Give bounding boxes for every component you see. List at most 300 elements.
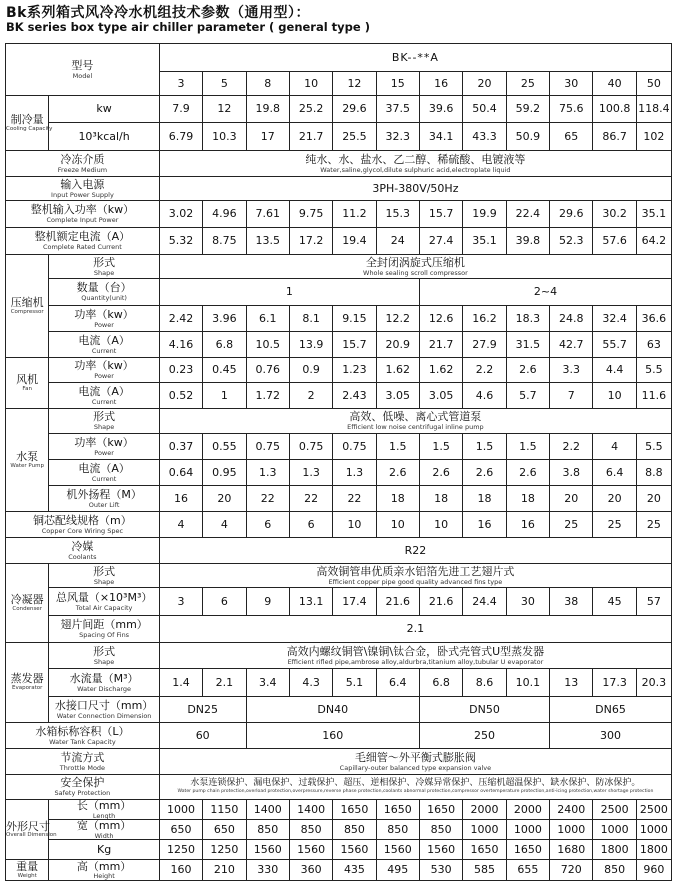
kg-label-text: Kg xyxy=(96,842,112,856)
value-cell-text: 35.1 xyxy=(641,207,667,221)
value-cell-text: 850 xyxy=(604,863,626,877)
value-cell-text: 22.4 xyxy=(515,207,541,221)
value-cell-text: 650 xyxy=(170,822,192,836)
value-cell-text: 1 xyxy=(220,388,228,402)
value-cell-text: 1650 xyxy=(470,842,499,856)
value-cell-text: 22 xyxy=(260,491,275,505)
value-cell xyxy=(333,512,376,538)
evaporator-shape-row xyxy=(6,643,672,669)
model-cell-text: 20 xyxy=(477,76,492,90)
value-cell-text: 5.5 xyxy=(645,363,663,377)
value-cell-text: 21.7 xyxy=(298,129,324,143)
value-cell-text: 55.7 xyxy=(602,337,627,351)
length-label-en: Length xyxy=(92,811,116,820)
compressor-shape-label-en: Shape xyxy=(93,268,115,277)
value-cell xyxy=(376,486,419,512)
value-cell xyxy=(159,860,202,881)
value-cell-text: 35.1 xyxy=(472,234,497,248)
value-cell-text: 17.4 xyxy=(342,594,367,608)
value-cell xyxy=(159,434,202,460)
safety-value-en: Water pump chain protection,overload protection,overpressure,reverse phase protection,coolants abnormal protection,compressor overtemperature protection,anti-icing protection,water shortage protection xyxy=(177,788,654,794)
value-cell-text: 36.6 xyxy=(641,311,667,325)
pump-shape-label xyxy=(49,409,159,434)
value-cell-text: 2.2 xyxy=(562,439,580,453)
value-cell xyxy=(550,306,593,332)
width-label xyxy=(49,820,159,840)
value-cell-text: 1.72 xyxy=(255,388,280,402)
kg-row xyxy=(6,840,672,860)
value-cell-text: 5.32 xyxy=(168,234,194,248)
value-cell xyxy=(159,588,202,616)
value-cell xyxy=(550,332,593,358)
value-cell-text: 16 xyxy=(520,517,535,531)
value-cell-text: 435 xyxy=(343,863,365,877)
condenser-fins-label xyxy=(49,616,159,643)
value-cell xyxy=(333,460,376,486)
value-cell-text: 8.6 xyxy=(475,675,494,689)
value-cell-text: 0.76 xyxy=(255,363,280,377)
value-cell xyxy=(550,201,593,228)
input-power-label xyxy=(6,177,160,201)
value-cell xyxy=(506,512,549,538)
value-cell-text: 1560 xyxy=(340,842,369,856)
value-cell xyxy=(636,486,671,512)
evaporator-conn-value xyxy=(550,697,672,723)
value-cell-text: 1000 xyxy=(470,822,499,836)
value-cell-text: 27.4 xyxy=(428,234,454,248)
value-cell-text: 13.9 xyxy=(298,337,324,351)
value-cell xyxy=(636,512,671,538)
value-cell xyxy=(246,820,289,840)
safety-label xyxy=(6,775,160,800)
value-cell xyxy=(333,486,376,512)
model-cell xyxy=(419,72,462,96)
throttle-value-text: 毛细管～外平衡式膨胀阀 xyxy=(354,750,476,764)
value-cell xyxy=(159,460,202,486)
value-cell xyxy=(636,332,671,358)
compressor-qty-row xyxy=(6,279,672,306)
value-cell-text: 39.6 xyxy=(428,102,454,116)
pump-power-label-text: 功率（kw） xyxy=(74,435,134,449)
value-cell-text: 0.75 xyxy=(342,439,367,453)
freeze-medium-label-text: 冷冻介质 xyxy=(60,152,105,166)
value-cell-text: 1.62 xyxy=(428,363,454,377)
cooling-group-text: 制冷量 xyxy=(10,112,44,126)
value-cell-text: 0.64 xyxy=(168,465,194,479)
model-header xyxy=(159,44,671,72)
copper-core-label-text: 铜芯配线规格（m） xyxy=(33,513,132,527)
value-cell xyxy=(246,96,289,123)
compressor-group-text: 压缩机 xyxy=(10,295,44,309)
value-cell-text: 10.5 xyxy=(255,337,280,351)
model-cell xyxy=(506,72,549,96)
value-cell xyxy=(246,669,289,697)
value-cell-text: 850 xyxy=(300,822,322,836)
value-cell-text: 29.6 xyxy=(558,207,584,221)
model-cell xyxy=(550,72,593,96)
kg-label xyxy=(49,840,159,860)
value-cell-text: 1400 xyxy=(297,802,326,816)
value-cell xyxy=(159,383,202,409)
pump-lift-label-text: 机外扬程（M） xyxy=(66,487,142,501)
value-cell-text: 19.8 xyxy=(255,102,280,116)
value-cell-text: 360 xyxy=(300,863,322,877)
value-cell xyxy=(333,840,376,860)
value-cell xyxy=(419,512,462,538)
value-cell xyxy=(550,460,593,486)
value-cell-text: 2000 xyxy=(513,802,542,816)
value-cell xyxy=(289,332,332,358)
value-cell-text: 3.05 xyxy=(428,388,454,402)
value-cell xyxy=(506,588,549,616)
dimension-group-text: 外形尺寸 xyxy=(6,819,50,833)
value-cell-text: 3.4 xyxy=(258,675,277,689)
value-cell-text: 13.5 xyxy=(255,234,280,248)
safety-value-text: 水泵连锁保护、漏电保护、过载保护、超压、逆相保护、冷媒异常保护、压缩机超温保护、缺水保护、防冰保护。 xyxy=(190,778,641,789)
value-cell xyxy=(419,228,462,255)
model-cell xyxy=(376,72,419,96)
value-cell xyxy=(463,383,506,409)
condenser-fins-label-en: Spacing Of Fins xyxy=(79,631,130,640)
value-cell-text: 63 xyxy=(646,337,661,351)
value-cell xyxy=(246,201,289,228)
evaporator-shape-label-en: Shape xyxy=(93,657,115,666)
value-cell xyxy=(463,96,506,123)
complete-rated-current-label-en: Complete Rated Current xyxy=(42,243,122,252)
value-cell xyxy=(203,800,246,820)
value-cell xyxy=(246,306,289,332)
width-label-en: Width xyxy=(94,831,114,840)
pump-shape-label-text: 形式 xyxy=(93,410,116,424)
value-cell xyxy=(159,332,202,358)
value-cell-text: 1.5 xyxy=(519,439,537,453)
value-cell-text: 86.7 xyxy=(602,129,627,143)
value-cell xyxy=(203,669,246,697)
coolants-value-text: R22 xyxy=(404,543,427,557)
header-row xyxy=(6,44,672,72)
value-cell xyxy=(376,123,419,151)
value-cell-text: 1.4 xyxy=(172,675,190,689)
value-cell xyxy=(636,358,671,383)
safety-value xyxy=(159,775,671,800)
value-cell xyxy=(289,860,332,881)
value-cell xyxy=(550,434,593,460)
value-cell-text: 720 xyxy=(560,863,582,877)
value-cell-text: 0.95 xyxy=(212,465,237,479)
value-cell-text: 24.4 xyxy=(472,594,497,608)
value-cell-text: 6.8 xyxy=(215,337,234,351)
value-cell xyxy=(159,669,202,697)
value-cell xyxy=(159,123,202,151)
value-cell xyxy=(333,358,376,383)
value-cell xyxy=(550,588,593,616)
value-cell xyxy=(289,512,332,538)
value-cell-text: 1560 xyxy=(297,842,326,856)
value-cell xyxy=(333,588,376,616)
pump-power-label-en: Power xyxy=(94,448,114,457)
width-row xyxy=(6,820,672,840)
value-cell xyxy=(463,800,506,820)
value-cell-text: 5.1 xyxy=(345,675,364,689)
evaporator-shape-label-text: 形式 xyxy=(93,644,116,658)
value-cell xyxy=(159,486,202,512)
value-cell xyxy=(159,201,202,228)
safety-label-en: Safety Protection xyxy=(54,789,111,798)
value-cell-text: 12 xyxy=(217,102,232,116)
compressor-current-label-en: Current xyxy=(91,346,117,355)
pump-group-text: 水泵 xyxy=(16,449,39,463)
value-cell xyxy=(636,669,671,697)
value-cell-text: 20 xyxy=(564,491,579,505)
value-cell-text: 1800 xyxy=(600,842,629,856)
model-cell xyxy=(289,72,332,96)
value-cell-text: 15.3 xyxy=(385,207,411,221)
fan-group xyxy=(6,358,49,409)
value-cell-text: 8.8 xyxy=(645,465,663,479)
weight-group-text: 重量 xyxy=(16,860,39,874)
spec-table xyxy=(5,43,672,881)
value-cell-text: 65 xyxy=(564,129,579,143)
value-cell-text: 43.3 xyxy=(472,129,497,143)
value-cell-text: 1.3 xyxy=(302,465,320,479)
throttle-label-text: 节流方式 xyxy=(60,750,105,764)
value-cell-text: 22 xyxy=(304,491,319,505)
tank-row xyxy=(6,723,672,749)
value-cell-text: 10.1 xyxy=(515,675,541,689)
value-cell-text: 4 xyxy=(177,517,185,531)
freeze-medium-label xyxy=(6,151,160,177)
value-cell-text: 4 xyxy=(220,517,228,531)
value-cell xyxy=(463,820,506,840)
value-cell xyxy=(376,669,419,697)
value-cell-text: 30.2 xyxy=(602,207,627,221)
value-cell-text: 3.96 xyxy=(212,311,237,325)
value-cell-text: 25 xyxy=(564,517,579,531)
pump-group xyxy=(6,409,49,512)
value-cell-text: 25.2 xyxy=(298,102,324,116)
value-cell-text: 9 xyxy=(264,594,272,608)
value-cell-text: 0.55 xyxy=(212,439,237,453)
value-cell xyxy=(333,332,376,358)
model-cell xyxy=(246,72,289,96)
value-cell-text: 21.7 xyxy=(428,337,454,351)
value-cell xyxy=(550,669,593,697)
value-cell xyxy=(333,228,376,255)
value-cell xyxy=(159,228,202,255)
value-cell-text: 3.8 xyxy=(562,465,580,479)
value-cell-text: 57 xyxy=(646,594,661,608)
pump-shape-label-en: Shape xyxy=(93,423,115,432)
fan-current-label-text: 电流（A） xyxy=(78,384,130,398)
value-cell xyxy=(333,306,376,332)
value-cell xyxy=(463,669,506,697)
tank-value-text: 60 xyxy=(195,728,210,742)
model-cell-text: 5 xyxy=(220,76,228,90)
copper-core-label-en: Copper Core Wiring Spec xyxy=(41,526,124,535)
value-cell-text: 850 xyxy=(257,822,279,836)
compressor-qty-label xyxy=(49,279,159,306)
value-cell xyxy=(203,588,246,616)
value-cell-text: 1000 xyxy=(513,822,542,836)
value-cell-text: 19.4 xyxy=(342,234,367,248)
value-cell-text: 10 xyxy=(390,517,405,531)
value-cell-text: 1000 xyxy=(639,822,668,836)
freeze-medium-label-en: Freeze Medium xyxy=(57,165,108,174)
value-cell-text: 10 xyxy=(434,517,449,531)
value-cell-text: 42.7 xyxy=(558,337,584,351)
value-cell xyxy=(289,840,332,860)
value-cell xyxy=(333,669,376,697)
value-cell-text: 15.7 xyxy=(342,337,367,351)
value-cell-text: 19.9 xyxy=(472,207,497,221)
value-cell xyxy=(203,358,246,383)
evaporator-conn-value-text: DN25 xyxy=(187,702,219,716)
value-cell-text: 17.3 xyxy=(602,675,627,689)
value-cell xyxy=(636,96,671,123)
value-cell xyxy=(203,306,246,332)
value-cell xyxy=(636,228,671,255)
value-cell-text: 32.4 xyxy=(602,311,627,325)
value-cell xyxy=(333,123,376,151)
model-cell-text: 50 xyxy=(646,76,661,90)
tank-label-en: Water Tank Capacity xyxy=(49,737,116,746)
value-cell xyxy=(593,96,636,123)
value-cell-text: 37.5 xyxy=(385,102,411,116)
freeze-medium-row xyxy=(6,151,672,177)
value-cell xyxy=(203,840,246,860)
value-cell xyxy=(506,96,549,123)
throttle-value-en: Capillary-outer balanced type expansion valve xyxy=(339,763,492,772)
value-cell xyxy=(246,434,289,460)
pump-power-label xyxy=(49,434,159,460)
value-cell-text: 20 xyxy=(646,491,661,505)
value-cell xyxy=(203,123,246,151)
value-cell xyxy=(593,460,636,486)
value-cell xyxy=(159,306,202,332)
fan-group-text: 风机 xyxy=(16,372,39,386)
model-cell-text: 40 xyxy=(607,76,622,90)
value-cell-text: 650 xyxy=(213,822,235,836)
value-cell-text: 20.9 xyxy=(385,337,411,351)
value-cell xyxy=(419,669,462,697)
value-cell-text: 5.5 xyxy=(645,439,663,453)
value-cell-text: 1.5 xyxy=(475,439,494,453)
value-cell-text: 17 xyxy=(260,129,275,143)
value-cell xyxy=(636,383,671,409)
compressor-shape-value xyxy=(159,255,671,279)
tank-value-text: 250 xyxy=(474,728,496,742)
value-cell-text: 7.61 xyxy=(255,207,280,221)
evaporator-conn-value xyxy=(159,697,246,723)
safety-row xyxy=(6,775,672,800)
value-cell-text: 0.52 xyxy=(168,388,194,402)
pump-shape-row xyxy=(6,409,672,434)
fan-group-en: Fan xyxy=(22,385,32,392)
value-cell-text: 50.4 xyxy=(472,102,497,116)
throttle-value xyxy=(159,749,671,775)
value-cell xyxy=(203,332,246,358)
value-cell-text: 75.6 xyxy=(558,102,584,116)
model-label-en: Model xyxy=(72,71,93,80)
condenser-group xyxy=(6,564,49,643)
value-cell-text: 38 xyxy=(564,594,579,608)
value-cell xyxy=(506,123,549,151)
value-cell-text: 13.1 xyxy=(298,594,324,608)
value-cell xyxy=(550,840,593,860)
height-label-text: 高（mm） xyxy=(76,859,132,873)
model-cell-text: 25 xyxy=(520,76,535,90)
compressor-shape-row xyxy=(6,255,672,279)
value-cell-text: 10 xyxy=(347,517,362,531)
value-cell xyxy=(506,669,549,697)
model-label xyxy=(6,44,160,96)
value-cell-text: 50.9 xyxy=(515,129,541,143)
pump-group-en: Water Pump xyxy=(10,462,44,469)
complete-input-power-label-text: 整机输入功率（kw） xyxy=(30,203,135,217)
tank-value-text: 300 xyxy=(600,728,622,742)
compressor-power-row xyxy=(6,306,672,332)
value-cell xyxy=(419,840,462,860)
condenser-group-text: 冷凝器 xyxy=(10,592,44,606)
value-cell-text: 11.2 xyxy=(342,207,367,221)
value-cell-text: 1.3 xyxy=(345,465,364,479)
condenser-shape-value-text: 高效铜管串优质亲水铝箔先进工艺翅片式 xyxy=(316,564,515,578)
value-cell xyxy=(463,840,506,860)
copper-core-row xyxy=(6,512,672,538)
value-cell-text: 4.3 xyxy=(302,675,320,689)
compressor-current-label xyxy=(49,332,159,358)
value-cell xyxy=(636,840,671,860)
input-power-value xyxy=(159,177,671,201)
value-cell xyxy=(419,358,462,383)
value-cell-text: 6.4 xyxy=(389,675,407,689)
value-cell xyxy=(246,800,289,820)
value-cell xyxy=(636,800,671,820)
value-cell xyxy=(376,800,419,820)
evaporator-shape-label xyxy=(49,643,159,669)
model-cell xyxy=(333,72,376,96)
cooling-kcal-row xyxy=(6,123,672,151)
condenser-shape-label-en: Shape xyxy=(93,577,115,586)
value-cell xyxy=(289,460,332,486)
value-cell xyxy=(463,588,506,616)
value-cell xyxy=(289,588,332,616)
value-cell xyxy=(419,820,462,840)
model-cell xyxy=(203,72,246,96)
value-cell xyxy=(376,460,419,486)
model-cell xyxy=(636,72,671,96)
compressor-shape-label-text: 形式 xyxy=(93,255,116,269)
value-cell xyxy=(159,840,202,860)
value-cell-text: 5.7 xyxy=(519,388,537,402)
page-title-cn: Bk系列箱式风冷冷水机组技术参数（通用型）： xyxy=(6,5,310,21)
value-cell-text: 12.2 xyxy=(385,311,411,325)
value-cell xyxy=(419,434,462,460)
throttle-row xyxy=(6,749,672,775)
value-cell xyxy=(593,800,636,820)
value-cell xyxy=(463,460,506,486)
model-cell-text: 10 xyxy=(304,76,319,90)
value-cell-text: 1560 xyxy=(383,842,412,856)
value-cell xyxy=(550,820,593,840)
value-cell xyxy=(376,358,419,383)
value-cell xyxy=(246,228,289,255)
height-label-en: Height xyxy=(93,872,115,881)
compressor-shape-value-text: 全封闭涡旋式压缩机 xyxy=(365,255,465,269)
value-cell xyxy=(203,434,246,460)
value-cell xyxy=(463,123,506,151)
condenser-fins-value-text: 2.1 xyxy=(406,622,425,636)
